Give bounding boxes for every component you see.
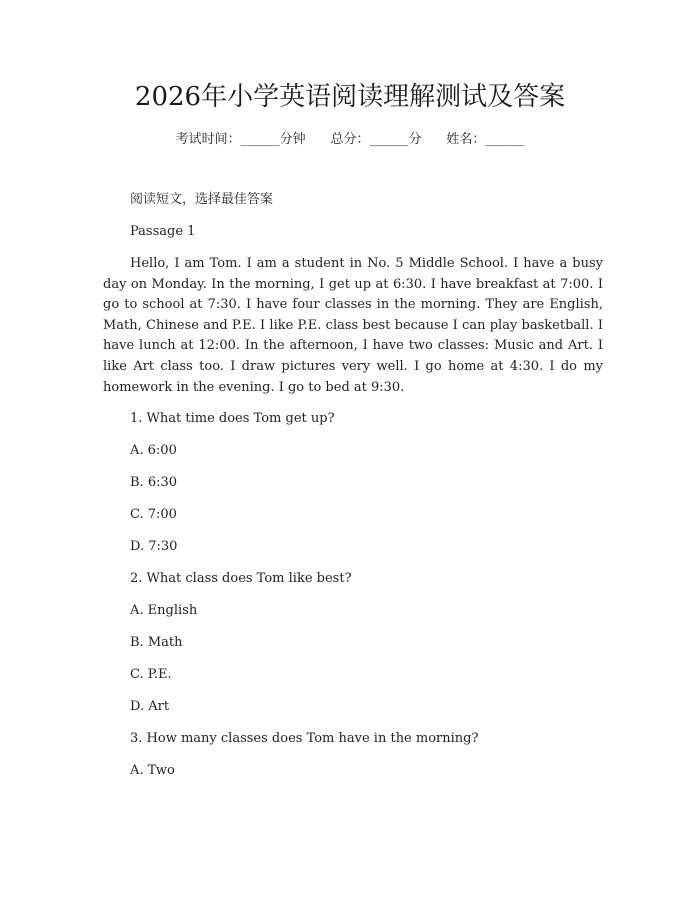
question-3 <box>103 729 603 781</box>
score-label: 总分： <box>330 132 370 147</box>
question-2 <box>103 569 603 717</box>
document-body <box>103 190 603 793</box>
document-title: 2026年小学英语阅读理解测试及答案 <box>134 82 566 112</box>
passage-text: Hello, I am Tom. I am a student in No. 5 Middle School. I have a busy day on Monday. In the morning, I get up at 6:30. I have breakfast at 7:00. I go to school at 7:30. I have four classes in the morning. They are English, Math, Chinese and P.E. I like P.E. class best because I can play basketball. I have lunch at 12:00. In the afternoon, I have two classes: Music and Art. I like Art class too. I draw pictures very well. I go home at 4:30. I do my homework in the evening. I go to bed at 9:30. <box>103 256 603 395</box>
option-b: B. Math <box>130 635 183 651</box>
option-a: A. English <box>130 603 198 619</box>
exam-info-line <box>0 130 700 150</box>
question-text: 3. How many classes does Tom have in the morning? <box>130 731 479 747</box>
time-blank: ______ <box>240 132 280 147</box>
option-d: D. Art <box>130 699 170 715</box>
score-blank: ______ <box>369 132 409 147</box>
option-c: C. 7:00 <box>130 507 177 523</box>
option-b: B. 6:30 <box>130 475 178 491</box>
name-label: 姓名： <box>446 132 486 147</box>
name-blank: ______ <box>485 132 525 147</box>
score-unit: 分 <box>408 132 422 147</box>
time-unit: 分钟 <box>279 132 306 147</box>
question-text: 1. What time does Tom get up? <box>130 411 335 427</box>
option-a: A. Two <box>130 763 175 779</box>
question-text: 2. What class does Tom like best? <box>130 571 352 587</box>
section-title: 阅读短文，选择最佳答案 <box>130 192 274 207</box>
option-d: D. 7:30 <box>130 539 178 555</box>
option-c: C. P.E. <box>130 667 172 683</box>
option-a: A. 6:00 <box>130 443 177 459</box>
question-1 <box>103 409 603 557</box>
passage-title: Passage 1 <box>130 224 196 239</box>
time-label: 考试时间： <box>175 132 241 147</box>
